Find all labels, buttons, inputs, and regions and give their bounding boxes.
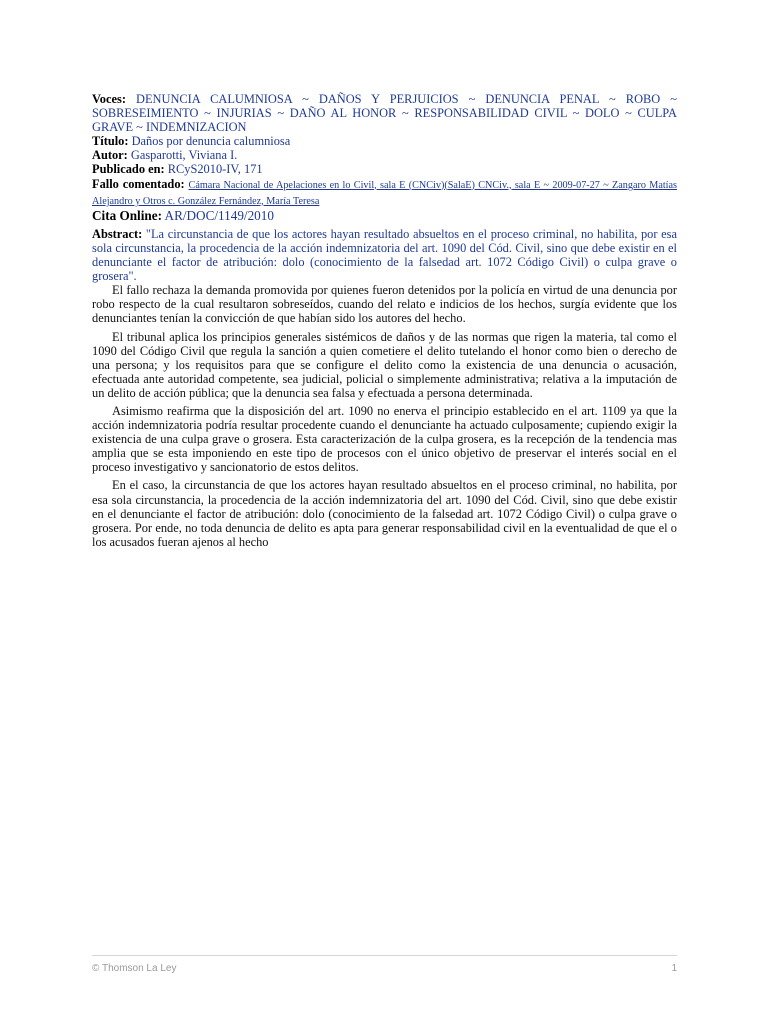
paragraph-2: El tribunal aplica los principios generales sistémicos de daños y de las normas que rigen la materia, tal como el 1090 del Código Civil que regula la sanción a quien cometiere el delito tutelando el honor como bien o derecho de una persona; y los requisitos para que se configure el delito como la existencia de una denuncia o acusación, efectuada ante autoridad competente, sea judicial, policial o simplemente administrativa; relativa a la imputación de un delito de acción pública; que la denuncia sea falsa y efectuada a persona determinada.: [92, 329, 677, 400]
autor-line: [92, 148, 677, 162]
paragraph-3: Asimismo reafirma que la disposición del art. 1090 no enerva el principio establecido en el art. 1109 ya que la acción indemnizatoria podría resultar procedente cuando el denunciante ha actuado culposamente; cupiendo exigir la existencia de una culpa grave o grosera. Esta caracterización de la culpa grosera, es la recepción de la tendencia mas amplia que se esta imponiendo en este tipo de procesos con el único objetivo de preservar el interés social en el proceso investigativo y sancionatorio de estos delitos.: [92, 403, 677, 475]
footer-divider: [92, 955, 677, 956]
voces-line: [92, 92, 677, 134]
fallo-label: Fallo comentado:: [92, 176, 185, 191]
abstract: [92, 227, 677, 283]
fallo-line: [92, 177, 677, 209]
document-content: [92, 92, 677, 553]
cita-value: AR/DOC/1149/2010: [164, 207, 274, 223]
publicado-line: [92, 162, 677, 176]
titulo-label: Título:: [92, 134, 129, 149]
publicado-value: RCyS2010-IV, 171: [167, 162, 263, 177]
autor-value: Gasparotti, Viviana I.: [130, 148, 238, 163]
fallo-link[interactable]: Cámara Nacional de Apelaciones en lo Civil, sala E (CNCiv)(SalaE) CNCiv., sala E ~ 2009-07-27 ~ Zangaro Matías Alejandro y Otros c. González Fernández, María Teresa: [92, 179, 678, 207]
publicado-label: Publicado en:: [92, 162, 165, 177]
abstract-label: Abstract:: [92, 226, 143, 241]
footer-page-number: 1: [671, 963, 677, 974]
voces-label: Voces:: [92, 92, 126, 106]
voces-value[interactable]: DENUNCIA CALUMNIOSA ~ DAÑOS Y PERJUICIOS ~ DENUNCIA PENAL ~ ROBO ~ SOBRESEIMIENTO ~ INJURIAS ~ DAÑO AL HONOR ~ RESPONSABILIDAD CIVIL ~ DOLO ~ CULPA GRAVE ~ INDEMNIZACION: [92, 92, 677, 135]
footer-publisher: © Thomson La Ley: [92, 963, 177, 974]
cita-line: [92, 209, 677, 223]
abstract-text: "La circunstancia de que los actores hayan resultado absueltos en el proceso criminal, no habilita, por esa sola circunstancia, la procedencia de la acción indemnizatoria del art. 1090 del Cód. Civil, sino que debe existir en el denunciante el factor de atribución: dolo (conocimiento de la falsedad art. 1072 Código Civil) o culpa grave o grosera".: [92, 226, 677, 284]
titulo-value: Daños por denuncia calumniosa: [131, 134, 291, 149]
paragraph-1: El fallo rechaza la demanda promovida por quienes fueron detenidos por la policía en virtud de una denuncia por robo respecto de la cual resultaron sobreseídos, cuando del relato e indicios de los hechos, surgía evidente que los denunciantes tenían la convicción de que habían sido los autores del hecho.: [92, 283, 677, 326]
cita-label: Cita Online:: [92, 207, 162, 223]
titulo-line: [92, 134, 677, 148]
autor-label: Autor:: [92, 148, 128, 163]
paragraph-4: En el caso, la circunstancia de que los actores hayan resultado absueltos en el proceso criminal, no habilita, por esa sola circunstancia, la procedencia de la acción indemnizatoria del art. 1090 del Cód. Civil, sino que debe existir en el denunciante el factor de atribución: dolo (conocimiento de la falsedad art. 1072 Código Civil) o culpa grave o grosera. Por ende, no toda denuncia de delito es apta para generar responsabilidad civil en la eventualidad de que el o los acusados fueran ajenos al hecho: [92, 478, 677, 549]
